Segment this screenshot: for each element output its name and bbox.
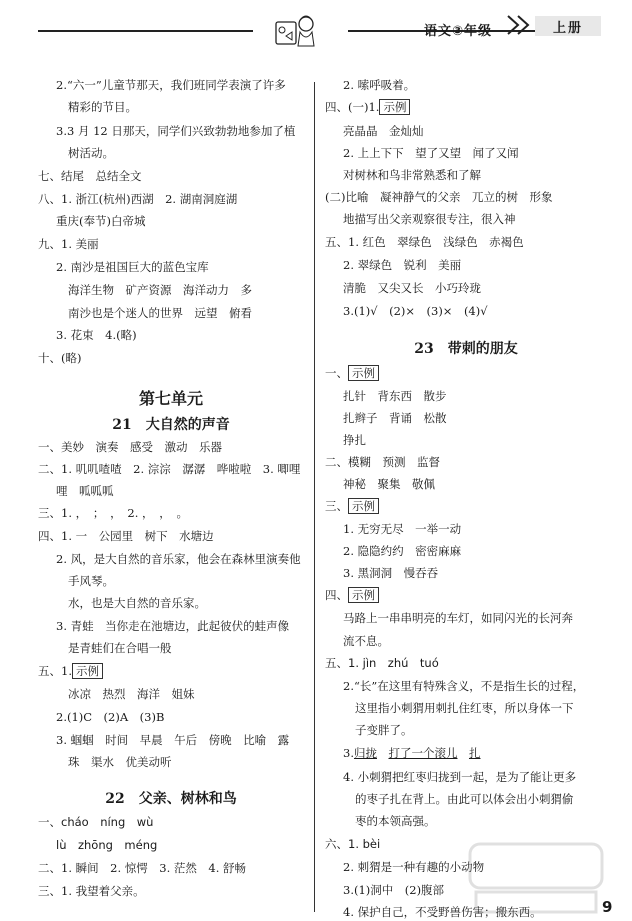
item-number: 一、 [325, 366, 348, 380]
answer-line: 1. 无穷无尽 一举一动 [343, 522, 462, 536]
answer-line: 3. 花束 4.(略) [56, 328, 137, 342]
answer-line: 二、1. 叽叽喳喳 2. 淙淙 潺潺 哗啦啦 3. 唧哩 [38, 462, 301, 476]
subject-grade-label: 语文③年级 [424, 24, 493, 39]
answer-line: 2. 上上下下 望了又望 闻了又闻 [343, 146, 519, 160]
answer-line: 马路上一串串明亮的车灯，如同闪光的长河奔 [343, 611, 573, 625]
answer-line: 2. 风，是大自然的音乐家，他会在森林里演奏他 [56, 552, 301, 566]
volume-label: 上册 [535, 16, 601, 36]
unit-title: 第七单元 [138, 389, 203, 408]
answer-line: 2. 隐隐约约 密密麻麻 [343, 544, 462, 558]
item-number: 四、(一)1. [325, 100, 380, 114]
answer-line: 3. 青蛙 当你走在池塘边，此起彼伏的蛙声像 [56, 619, 290, 633]
answer-line: 二、1. 瞬间 2. 惊愕 3. 茫然 4. 舒畅 [38, 861, 247, 875]
answer-line: 地描写出父亲观察很专注，很入神 [343, 212, 516, 226]
item-number: 3. [343, 746, 354, 760]
lesson-title: 23 带刺的朋友 [414, 341, 518, 357]
answer-line: 3. 蝈蝈 时间 早晨 午后 傍晚 比喻 露 [56, 733, 290, 747]
lesson-title: 22 父亲、树林和鸟 [105, 791, 237, 807]
answer-line: 扎辫子 背诵 松散 [343, 411, 447, 425]
answer-line: 2. 翠绿色 锐利 美丽 [343, 258, 462, 272]
double-chevron-icon [506, 14, 534, 36]
answer-line: 4. 保护自己，不受野兽伤害；搬东西。 [343, 905, 542, 919]
answer-line: 六、1. bèi [325, 837, 381, 851]
underlined-answer: 归拢 [353, 746, 377, 760]
header-rule-left [38, 30, 253, 32]
answer-line: 是青蛙们在合唱一般 [68, 641, 172, 655]
answer-line: 2. 刺猬是一种有趣的小动物 [343, 860, 485, 874]
answer-line [325, 586, 379, 604]
answer-line: 清脆 又尖又长 小巧玲珑 [343, 281, 481, 295]
answer-line: 流不息。 [343, 634, 389, 648]
answer-line: 珠 渠水 优美动听 [68, 755, 172, 769]
example-tag: 示例 [348, 587, 379, 603]
answer-line: 南沙也是个迷人的世界 远望 俯看 [68, 306, 252, 320]
answer-line: 精彩的节目。 [68, 100, 137, 114]
answer-line [343, 744, 480, 762]
answer-line: 五、1. 红色 翠绿色 浅绿色 赤褐色 [325, 235, 524, 249]
answer-line: 3.(1)√ (2)× (3)× (4)√ [343, 304, 488, 318]
answer-line: 树活动。 [68, 146, 114, 160]
item-number: 四、 [325, 588, 348, 602]
column-divider [314, 82, 315, 912]
answer-line: 五、1. jìn zhú tuó [325, 656, 439, 670]
answer-line: 3.(1)洞中 (2)腹部 [343, 883, 445, 897]
answer-line: 对树林和鸟非常熟悉和了解 [343, 168, 481, 182]
item-number: 五、1. [38, 664, 72, 678]
answer-line: 3. 黑洞洞 慢吞吞 [343, 566, 439, 580]
answer-line: 十、(略) [38, 351, 82, 365]
answer-line: 2.“长”在这里有特殊含义，不是指生长的过程， [343, 679, 585, 693]
answer-line [38, 662, 103, 680]
answer-line: 一、cháo níng wù [38, 815, 154, 829]
answer-line [325, 364, 379, 382]
underlined-answer: 打了一个滚儿 [388, 746, 458, 760]
answer-line: 亮晶晶 金灿灿 [343, 124, 424, 138]
answer-line: 2. 南沙是祖国巨大的蓝色宝库 [56, 260, 209, 274]
lesson-title: 21 大自然的声音 [112, 417, 230, 433]
example-tag: 示例 [379, 99, 410, 115]
watermark-stamp-icon [466, 838, 606, 916]
answer-line: 挣扎 [343, 433, 366, 447]
answer-line: 冰凉 热烈 海洋 姐妹 [68, 687, 195, 701]
answer-line: 手风琴。 [68, 574, 114, 588]
answer-line: 2.“六一”儿童节那天，我们班同学表演了许多 [56, 78, 286, 92]
answer-line: 三、1. ， ； ， 2. ， ， 。 [38, 506, 189, 520]
answer-line: 子变胖了。 [355, 723, 413, 737]
answer-line: 四、1. 一 公园里 树下 水塘边 [38, 529, 214, 543]
answer-line: 七、结尾 总结全文 [38, 169, 142, 183]
answer-line [325, 98, 410, 116]
answer-line: (二)比喻 凝神静气的父亲 兀立的树 形象 [325, 190, 553, 204]
answer-line: 扎针 背东西 散步 [343, 389, 447, 403]
item-number: 三、 [325, 499, 348, 513]
answer-line: 3.3 月 12 日那天，同学们兴致勃勃地参加了植 [56, 124, 296, 138]
answer-line: 的枣子扎在背上。由此可以体会出小刺猬偷 [355, 792, 574, 806]
answer-line [325, 497, 379, 515]
answer-line: 三、1. 我望着父亲。 [38, 884, 145, 898]
child-drawing-logo-icon [270, 10, 322, 50]
answer-line: 海洋生物 矿产资源 海洋动力 多 [68, 283, 252, 297]
example-tag: 示例 [348, 498, 379, 514]
answer-line: 重庆(奉节)白帝城 [56, 214, 146, 228]
page-number: 9 [602, 898, 613, 916]
example-tag: 示例 [72, 663, 103, 679]
answer-line: 2. 嗦呼吸着。 [343, 78, 416, 92]
answer-line: 二、模糊 预测 监督 [325, 455, 440, 469]
answer-line: 4. 小刺猬把红枣归拢到一起，是为了能让更多 [343, 770, 577, 784]
answer-line: 九、1. 美丽 [38, 237, 99, 251]
answer-line: lù zhōng méng [56, 838, 158, 852]
answer-line: 八、1. 浙江(杭州)西湖 2. 湖南洞庭湖 [38, 192, 238, 206]
answer-line: 水，也是大自然的音乐家。 [68, 596, 206, 610]
answer-line: 2.(1)C (2)A (3)B [56, 710, 165, 724]
answer-line: 哩 呱呱呱 [56, 484, 114, 498]
answer-line: 神秘 聚集 敬佩 [343, 477, 435, 491]
underlined-answer: 扎 [468, 746, 481, 760]
answer-line: 一、美妙 演奏 感受 激动 乐器 [38, 440, 222, 454]
example-tag: 示例 [348, 365, 379, 381]
answer-line: 这里指小刺猬用刺扎住红枣，所以身体一下 [355, 701, 574, 715]
answer-line: 枣的本领高强。 [355, 814, 436, 828]
